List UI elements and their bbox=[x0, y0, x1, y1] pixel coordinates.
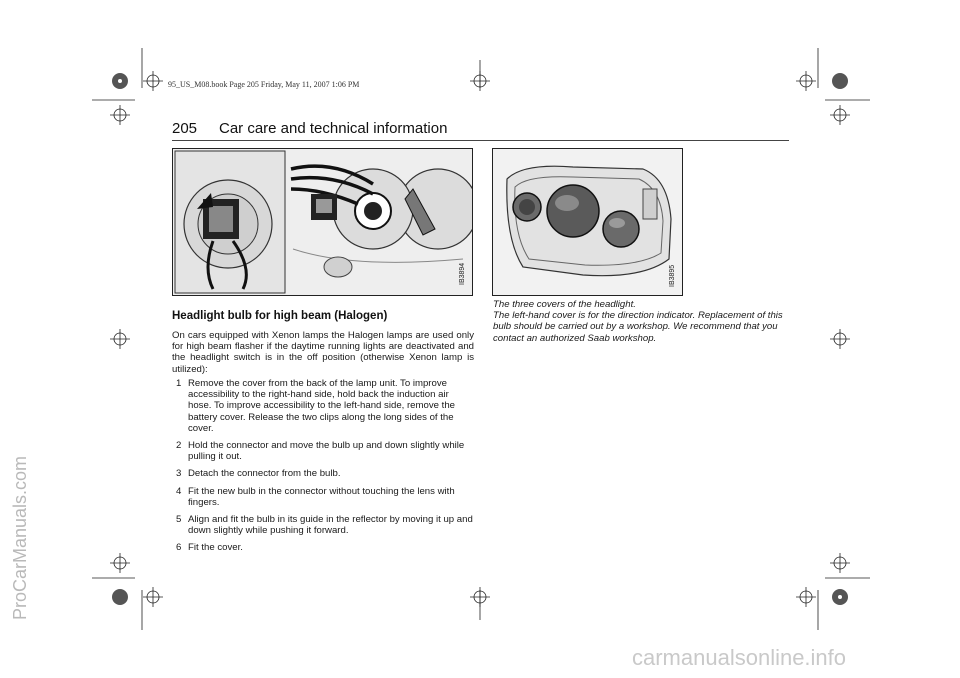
page-number: 205 bbox=[172, 120, 198, 137]
step-number: 6 bbox=[176, 542, 182, 554]
step-text: Align and fit the bulb in its guide in the reflector by moving it up and down slightly while pushing it forward. bbox=[188, 514, 473, 537]
list-item bbox=[176, 514, 474, 536]
step-number: 1 bbox=[176, 378, 182, 389]
figure-caption bbox=[493, 299, 790, 344]
step-text: Detach the connector from the bulb. bbox=[188, 468, 341, 480]
figure-code: IB3895 bbox=[669, 264, 676, 287]
step-text: Remove the cover from the back of the lamp unit. To improve accessibility to the right-hand side, hold back the induction air hose. To improve accessibility to the left-hand side, remove the battery cover. Release the two clips along the long sides of the cover. bbox=[188, 378, 455, 434]
list-item bbox=[176, 486, 474, 508]
caption-line-1: The three covers of the headlight. bbox=[493, 299, 636, 310]
side-watermark: ProCarManuals.com bbox=[10, 455, 30, 620]
step-number: 5 bbox=[176, 514, 182, 526]
step-number: 3 bbox=[176, 468, 182, 480]
list-item bbox=[176, 440, 474, 462]
page-title: Car care and technical information bbox=[219, 120, 448, 137]
figure-headlight-covers bbox=[492, 148, 683, 296]
book-header: 95_US_M08.book Page 205 Friday, May 11, 2007 1:06 PM bbox=[168, 80, 360, 89]
step-text: Hold the connector and move the bulb up and down slightly while pulling it out. bbox=[188, 440, 465, 463]
section-heading: Headlight bulb for high beam (Halogen) bbox=[172, 310, 388, 322]
list-item bbox=[176, 378, 474, 434]
steps-list bbox=[176, 378, 474, 560]
caption-line-2: The left-hand cover is for the direction indicator. Replacement of this bulb should be carried out by a workshop. We recommend that you contact an authorized Saab workshop. bbox=[493, 310, 783, 344]
step-text: Fit the new bulb in the connector without touching the lens with fingers. bbox=[188, 485, 455, 508]
headlight-covers-illustration bbox=[493, 149, 682, 295]
headlight-bulb-illustration bbox=[173, 149, 472, 295]
figure-code: IB3894 bbox=[459, 262, 466, 285]
list-item bbox=[176, 468, 474, 479]
figure-headlight-bulb-removal bbox=[172, 148, 473, 296]
step-number: 2 bbox=[176, 440, 182, 452]
step-text: Fit the cover. bbox=[188, 542, 243, 554]
intro-paragraph: On cars equipped with Xenon lamps the Halogen lamps are used only for high beam flasher if the daytime running lights are deactivated and the headlight switch is in the off position (otherwise Xenon lamp is utilized): bbox=[172, 330, 474, 375]
footer-watermark: carmanualsonline.info bbox=[632, 645, 847, 670]
step-number: 4 bbox=[176, 485, 182, 497]
header-rule bbox=[172, 140, 789, 141]
list-item bbox=[176, 542, 474, 553]
